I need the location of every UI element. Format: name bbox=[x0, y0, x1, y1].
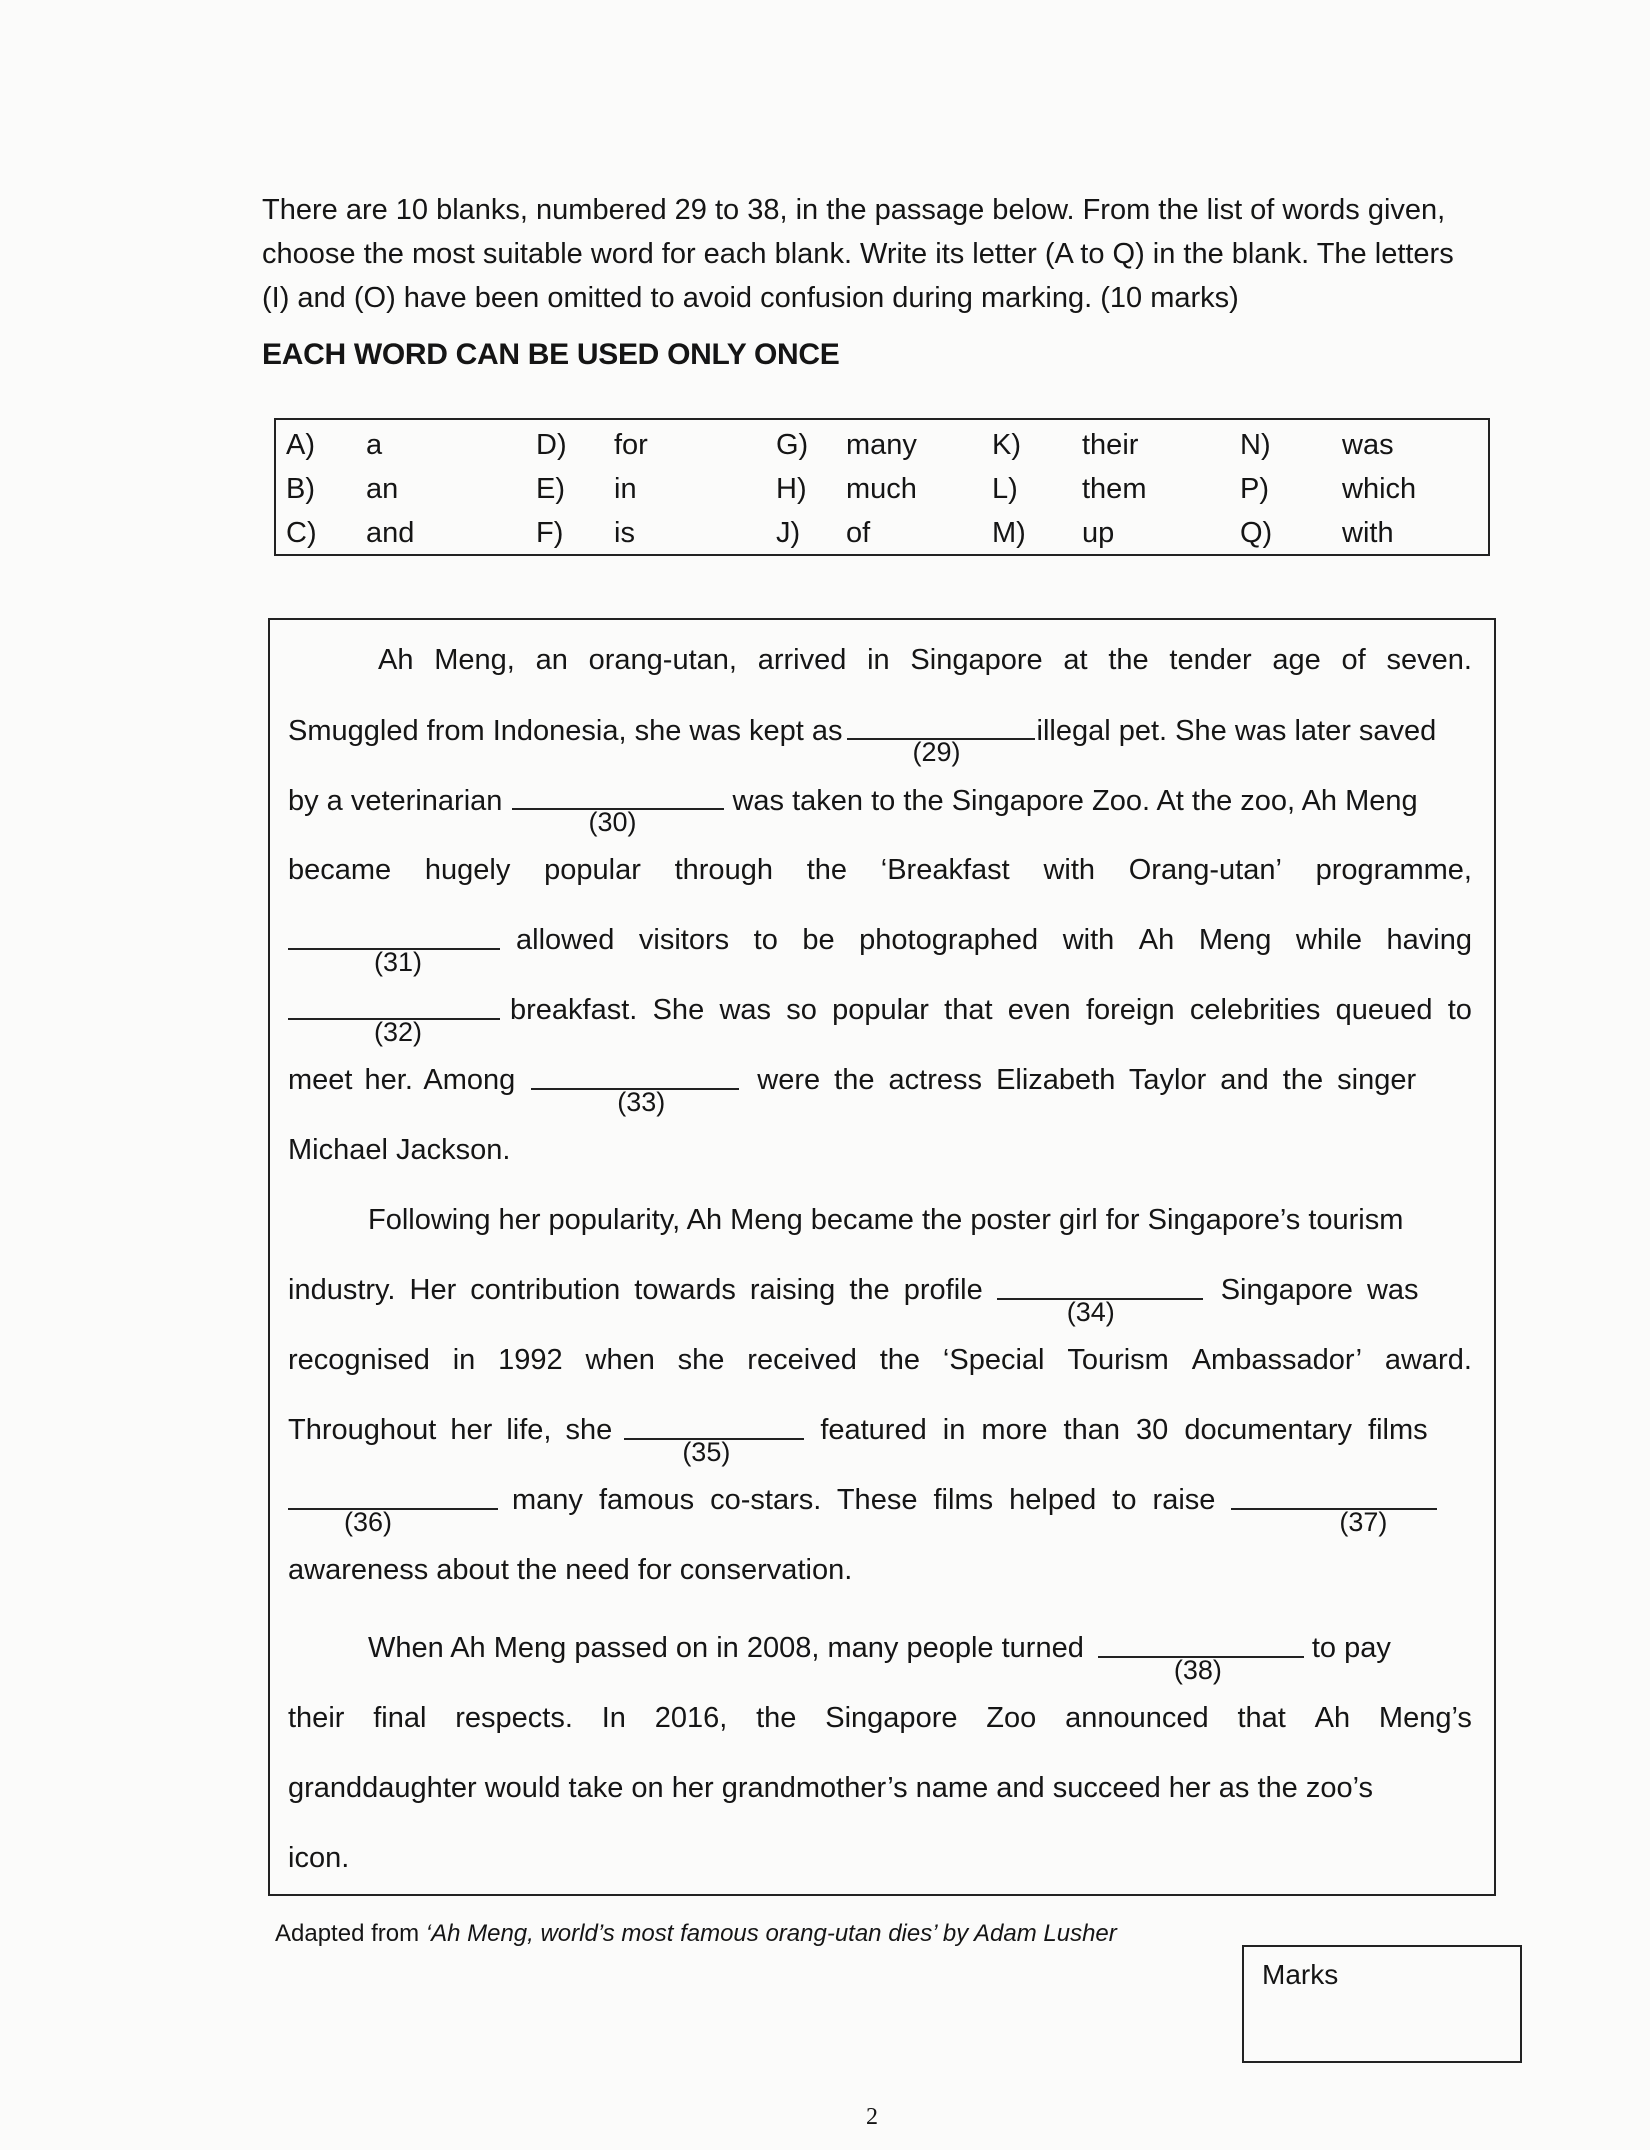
blank-number: (31) bbox=[374, 947, 423, 977]
word-option: which bbox=[1342, 473, 1417, 505]
passage-word: Singapore bbox=[910, 644, 1043, 676]
word-letter: C) bbox=[286, 517, 317, 549]
passage-line bbox=[378, 642, 1472, 678]
word-option: them bbox=[1082, 473, 1147, 505]
word-option: a bbox=[366, 429, 383, 461]
credit-prefix: Adapted from bbox=[275, 1920, 426, 1947]
passage-word: the bbox=[879, 1344, 921, 1376]
passage-word: Singapore bbox=[825, 1702, 958, 1734]
blank-number: (34) bbox=[1066, 1297, 1115, 1327]
passage-word: Ambassador’ bbox=[1191, 1344, 1363, 1376]
passage-word: Ah bbox=[1314, 1702, 1351, 1734]
passage-word: with bbox=[1062, 924, 1115, 956]
passage-line bbox=[288, 1700, 1472, 1736]
passage-word: having bbox=[1386, 924, 1472, 956]
passage-word: photographed bbox=[859, 924, 1039, 956]
passage-word: allowed bbox=[516, 924, 615, 956]
passage-text: by a veterinarian bbox=[288, 785, 503, 817]
passage-word: popular bbox=[544, 854, 641, 886]
passage-word: with bbox=[1043, 854, 1096, 886]
passage-word: final bbox=[373, 1702, 427, 1734]
passage-word: the bbox=[806, 854, 848, 886]
passage-word: through bbox=[674, 854, 773, 886]
passage-word: award. bbox=[1384, 1344, 1472, 1376]
blank-number: (29) bbox=[912, 737, 961, 767]
passage-word: Meng, bbox=[434, 644, 515, 676]
passage-word: that bbox=[944, 994, 993, 1026]
word-option: for bbox=[614, 429, 648, 461]
instruction-line: (I) and (O) have been omitted to avoid confusion during marking. (10 marks) bbox=[262, 282, 1239, 314]
passage-word: their bbox=[288, 1702, 345, 1734]
passage-word: popular bbox=[832, 994, 929, 1026]
passage-text: meet her. Among bbox=[288, 1064, 516, 1096]
marks-box[interactable] bbox=[1242, 1945, 1522, 2063]
passage-word: announced bbox=[1065, 1702, 1209, 1734]
passage-word: while bbox=[1295, 924, 1362, 956]
blank-36[interactable] bbox=[288, 1482, 498, 1537]
blank-37[interactable] bbox=[1231, 1482, 1437, 1537]
word-letter: F) bbox=[536, 517, 564, 549]
passage-word: to bbox=[753, 924, 778, 956]
passage-line bbox=[288, 992, 1472, 1047]
passage-word: She bbox=[652, 994, 705, 1026]
passage-word: even bbox=[1007, 994, 1071, 1026]
word-option: of bbox=[846, 517, 871, 549]
word-letter: A) bbox=[286, 429, 315, 461]
passage-word: that bbox=[1237, 1702, 1286, 1734]
passage-line: granddaughter would take on her grandmother’s name and succeed her as the zoo’s bbox=[288, 1772, 1373, 1804]
word-letter: P) bbox=[1240, 473, 1269, 505]
passage-word: tender bbox=[1169, 644, 1252, 676]
passage-text: illegal pet. She was later saved bbox=[1036, 715, 1437, 747]
passage-word: in bbox=[452, 1344, 476, 1376]
passage-line: icon. bbox=[288, 1842, 350, 1874]
passage-word: Ah bbox=[378, 644, 414, 676]
passage-word: she bbox=[677, 1344, 725, 1376]
blank-number: (33) bbox=[617, 1087, 666, 1117]
passage-word: the bbox=[1108, 644, 1149, 676]
passage-line: Michael Jackson. bbox=[288, 1134, 511, 1166]
passage-word: In bbox=[601, 1702, 626, 1734]
blank-34[interactable] bbox=[997, 1272, 1203, 1327]
blank-number: (32) bbox=[374, 1017, 423, 1047]
blank-number: (30) bbox=[588, 807, 637, 837]
instruction-line: There are 10 blanks, numbered 29 to 38, in the passage below. From the list of words given, bbox=[262, 194, 1446, 226]
passage-word: of bbox=[1341, 644, 1366, 676]
blank-number: (37) bbox=[1339, 1507, 1388, 1537]
passage-word: Tourism bbox=[1067, 1344, 1169, 1376]
blank-35[interactable] bbox=[624, 1412, 804, 1467]
passage-word: Orang-utan’ bbox=[1128, 854, 1282, 886]
passage-line: awareness about the need for conservation. bbox=[288, 1554, 853, 1586]
passage-words bbox=[510, 992, 1472, 1028]
passage-word: Ah bbox=[1138, 924, 1175, 956]
passage-word: breakfast. bbox=[510, 994, 638, 1026]
passage-word: Zoo bbox=[986, 1702, 1037, 1734]
passage-line bbox=[288, 1062, 1472, 1117]
passage-line bbox=[288, 1342, 1472, 1378]
passage-word: age bbox=[1272, 644, 1321, 676]
blank-30[interactable] bbox=[512, 782, 724, 837]
passage-word: queued bbox=[1335, 994, 1433, 1026]
passage-word: was bbox=[719, 994, 772, 1026]
passage-word: ‘Breakfast bbox=[880, 854, 1010, 886]
passage-word: seven. bbox=[1386, 644, 1472, 676]
word-option: was bbox=[1342, 429, 1394, 461]
word-letter: H) bbox=[776, 473, 807, 505]
passage-line bbox=[288, 782, 1472, 837]
word-letter: B) bbox=[286, 473, 315, 505]
passage-word: celebrities bbox=[1189, 994, 1321, 1026]
blank-number: (38) bbox=[1173, 1655, 1222, 1685]
word-option: in bbox=[614, 473, 637, 505]
word-letter: D) bbox=[536, 429, 567, 461]
blank-number: (35) bbox=[682, 1437, 731, 1467]
word-option: is bbox=[614, 517, 635, 549]
passage-word: in bbox=[867, 644, 890, 676]
word-letter: G) bbox=[776, 429, 809, 461]
credit-title: ‘Ah Meng, world’s most famous orang-utan dies’ by Adam Lusher bbox=[425, 1920, 1117, 1947]
page-number: 2 bbox=[866, 2104, 878, 2130]
passage-word: foreign bbox=[1085, 994, 1175, 1026]
word-letter: L) bbox=[992, 473, 1018, 505]
passage-text: many famous co-stars. These films helped to raise bbox=[512, 1484, 1216, 1516]
passage-word: when bbox=[585, 1344, 655, 1376]
passage-word: so bbox=[786, 994, 817, 1026]
blank-38[interactable] bbox=[1098, 1630, 1304, 1685]
word-option: an bbox=[366, 473, 399, 505]
passage-word: respects. bbox=[455, 1702, 573, 1734]
passage-text: Singapore was bbox=[1220, 1274, 1419, 1306]
passage-text: When Ah Meng passed on in 2008, many people turned bbox=[368, 1632, 1084, 1664]
passage-line bbox=[288, 712, 1472, 767]
word-letter: M) bbox=[992, 517, 1026, 549]
passage-word: the bbox=[756, 1702, 797, 1734]
passage-word: 2016, bbox=[654, 1702, 728, 1734]
source-credit bbox=[275, 1920, 1117, 1948]
word-option: up bbox=[1082, 517, 1115, 549]
passage-text: Smuggled from Indonesia, she was kept as bbox=[288, 715, 843, 747]
word-letter: J) bbox=[776, 517, 801, 549]
passage-text: industry. Her contribution towards raising the profile bbox=[288, 1274, 983, 1306]
word-letter: K) bbox=[992, 429, 1021, 461]
passage-word: arrived bbox=[757, 644, 847, 676]
passage-word: programme, bbox=[1315, 854, 1472, 886]
passage-word: at bbox=[1063, 644, 1088, 676]
passage-line bbox=[288, 922, 1472, 977]
word-option: their bbox=[1082, 429, 1139, 461]
marks-label: Marks bbox=[1262, 1959, 1339, 1990]
passage-text: to pay bbox=[1311, 1632, 1391, 1664]
word-option: and bbox=[366, 517, 415, 549]
passage-text: featured in more than 30 documentary films bbox=[820, 1414, 1428, 1446]
blank-32[interactable] bbox=[288, 992, 500, 1047]
passage-word: Meng bbox=[1198, 924, 1272, 956]
passage-word: be bbox=[802, 924, 835, 956]
rule-heading: EACH WORD CAN BE USED ONLY ONCE bbox=[262, 338, 840, 371]
passage-word: orang-utan, bbox=[588, 644, 737, 676]
blank-33[interactable] bbox=[531, 1062, 739, 1117]
passage-word: to bbox=[1447, 994, 1472, 1026]
word-option: many bbox=[846, 429, 917, 461]
passage-word: ‘Special bbox=[942, 1344, 1045, 1376]
blank-number: (36) bbox=[344, 1507, 393, 1537]
word-option: with bbox=[1342, 517, 1394, 549]
word-list-box bbox=[274, 418, 1490, 556]
passage-words bbox=[516, 922, 1472, 958]
passage-word: Meng’s bbox=[1378, 1702, 1472, 1734]
word-option: much bbox=[846, 473, 917, 505]
instruction-line: choose the most suitable word for each blank. Write its letter (A to Q) in the blank. The letters bbox=[262, 238, 1454, 270]
word-letter: N) bbox=[1240, 429, 1271, 461]
word-letter: Q) bbox=[1240, 517, 1273, 549]
passage-line: Following her popularity, Ah Meng became the poster girl for Singapore’s tourism bbox=[368, 1204, 1404, 1236]
word-letter: E) bbox=[536, 473, 565, 505]
passage-word: 1992 bbox=[498, 1344, 563, 1376]
passage-line bbox=[288, 1272, 1472, 1327]
passage-word: received bbox=[747, 1344, 857, 1376]
passage-line bbox=[288, 1482, 1472, 1537]
passage-line bbox=[288, 1412, 1472, 1467]
blank-29[interactable] bbox=[847, 712, 1035, 767]
passage-word: visitors bbox=[638, 924, 730, 956]
passage-word: became bbox=[288, 854, 392, 886]
passage-text: Throughout her life, she bbox=[288, 1414, 613, 1446]
passage-line bbox=[368, 1630, 1472, 1685]
passage-text: were the actress Elizabeth Taylor and the singer bbox=[757, 1064, 1417, 1096]
passage-word: an bbox=[535, 644, 568, 676]
instructions bbox=[262, 188, 1512, 320]
passage-text: was taken to the Singapore Zoo. At the zoo, Ah Meng bbox=[732, 785, 1418, 817]
passage-word: hugely bbox=[424, 854, 511, 886]
passage-box bbox=[268, 618, 1496, 1896]
passage-line bbox=[288, 852, 1472, 888]
passage-word: recognised bbox=[288, 1344, 430, 1376]
blank-31[interactable] bbox=[288, 922, 500, 977]
